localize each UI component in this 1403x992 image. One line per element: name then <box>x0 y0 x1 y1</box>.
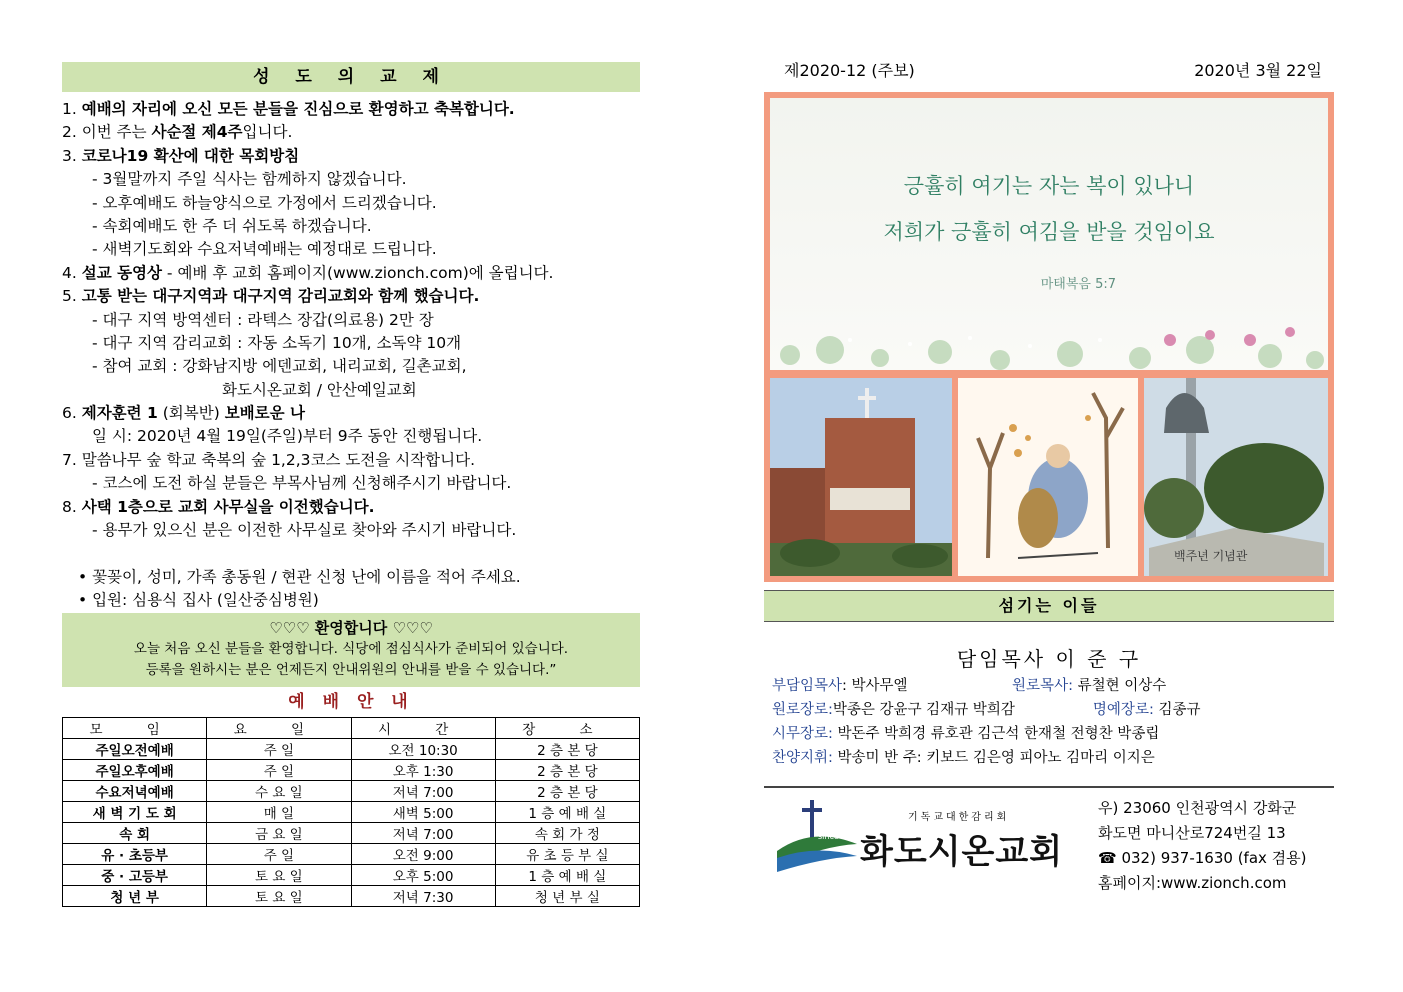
list-item <box>62 566 640 589</box>
welcome-line: 오늘 처음 오신 분들을 환영합니다. 식당에 점심식사가 준비되어 있습니다. <box>133 640 569 657</box>
list-item <box>62 192 640 215</box>
table-cell: 주 일 <box>207 843 351 864</box>
cover-image-frame <box>764 92 1334 582</box>
serve-title: 섬기는 이들 <box>764 590 1334 622</box>
table-cell: 주 일 <box>207 759 351 780</box>
list-item <box>62 309 640 332</box>
item-text: 예배의 자리에 오신 모든 분들을 진심으로 환영하고 축복합니다. <box>81 100 515 118</box>
list-item <box>62 168 640 191</box>
table-cell: 토 요 일 <box>207 864 351 885</box>
list-item <box>62 332 640 355</box>
item-text: 사택 1층으로 교회 사무실을 이전했습니다. <box>81 497 375 516</box>
item-text: 입니다. <box>242 123 293 142</box>
item-text: 7. <box>62 450 77 469</box>
table-header-cell: 요 일 <box>207 717 351 738</box>
right-page <box>764 56 1334 898</box>
table-header-row <box>63 717 640 738</box>
welcome-title: ♡♡♡ 환영합니다 ♡♡♡ <box>269 618 433 637</box>
table-cell: 주일오후예배 <box>63 759 207 780</box>
table-cell: 유 · 초등부 <box>63 843 207 864</box>
list-item <box>62 215 640 238</box>
staff-list <box>764 674 1334 770</box>
item-text: - 새벽기도회와 수요저녁예배는 예정대로 드립니다. <box>92 240 437 259</box>
item-text: • 입원: 심용식 집사 (일산중심병원) <box>78 591 319 610</box>
list-item <box>62 145 640 168</box>
list-item <box>62 496 640 519</box>
table-row <box>63 780 640 801</box>
item-text: 화도시온교회 / 안산예일교회 <box>222 380 417 399</box>
table-cell: 새 벽 기 도 회 <box>63 801 207 822</box>
table-row <box>63 822 640 843</box>
staff-row <box>772 674 1334 698</box>
list-item <box>62 98 640 121</box>
table-cell: 오후 5:00 <box>351 864 495 885</box>
item-text: 말씀나무 숲 학교 축복의 숲 1,2,3코스 도전을 시작합니다. <box>81 450 476 469</box>
senior-pastor: 담임목사 이 준 구 <box>956 647 1142 671</box>
item-text: 3. <box>62 146 77 165</box>
table-cell: 1 층 예 배 실 <box>495 801 639 822</box>
list-item <box>62 238 640 261</box>
table-cell: 저녁 7:00 <box>351 822 495 843</box>
item-text: 코로나19 확산에 대한 목회방침 <box>81 146 300 165</box>
item-text: - 코스에 도전 하실 분들은 부목사님께 신청해주시기 바랍니다. <box>92 474 512 493</box>
table-cell: 주 일 <box>207 738 351 759</box>
item-text: 5. <box>62 287 77 306</box>
table-cell: 토 요 일 <box>207 885 351 906</box>
staff-k2: 원로목사: <box>1012 678 1073 694</box>
logo-since: since 1905 <box>818 832 862 841</box>
bulletin-date: 2020년 3월 22일 <box>1194 61 1322 80</box>
table-cell: 금 요 일 <box>207 822 351 843</box>
table-row <box>63 864 640 885</box>
phone-line: ☎ 032) 937-1630 (fax 겸용) <box>1098 849 1307 867</box>
staff-k1: 찬양지휘: <box>772 750 833 766</box>
list-item <box>62 402 640 425</box>
table-header-cell: 시 간 <box>351 717 495 738</box>
item-text: - 속회예배도 한 주 더 쉬도록 하겠습니다. <box>92 216 372 235</box>
table-cell: 청 년 부 실 <box>495 885 639 906</box>
list-item <box>62 425 640 448</box>
table-cell: 오후 1:30 <box>351 759 495 780</box>
table-cell: 수 요 일 <box>207 780 351 801</box>
list-item <box>62 472 640 495</box>
table-row <box>63 843 640 864</box>
item-text: 설교 동영상 <box>81 263 162 282</box>
table-row <box>63 801 640 822</box>
worship-schedule-table <box>62 717 640 907</box>
worship-guide-title: 예 배 안 내 <box>288 691 414 712</box>
list-item <box>62 589 640 612</box>
address-line: 우) 23060 인천광역시 강화군 <box>1098 799 1297 817</box>
logo-denomination: 기독교대한감리회 <box>908 812 1010 823</box>
table-cell: 청 년 부 <box>63 885 207 906</box>
item-text: (회복반) <box>157 404 225 423</box>
staff-k1: 원로장로: <box>772 702 833 718</box>
item-text: - 3월말까지 주일 식사는 함께하지 않겠습니다. <box>92 170 407 189</box>
staff-row <box>772 722 1334 746</box>
verse-image <box>770 98 1328 370</box>
table-header-cell: 장 소 <box>495 717 639 738</box>
item-text: 이번 주는 <box>81 123 152 142</box>
list-item <box>62 449 640 472</box>
table-row <box>63 885 640 906</box>
illustration-photo <box>958 378 1138 576</box>
table-cell: 2 층 본 당 <box>495 738 639 759</box>
table-cell: 새벽 5:00 <box>351 801 495 822</box>
item-text: - 참여 교회 : 강화남지방 에덴교회, 내리교회, 길촌교회, <box>92 357 467 376</box>
address-line: 화도면 마니산로724번길 13 <box>1098 824 1286 842</box>
item-text: • 꽃꽂이, 성미, 가족 총동원 / 현관 신청 난에 이름을 적어 주세요. <box>78 567 521 586</box>
table-body <box>63 738 640 906</box>
table-cell: 오전 10:30 <box>351 738 495 759</box>
item-text: - 대구 지역 방역센터 : 라텍스 장갑(의료용) 2만 장 <box>92 310 434 329</box>
staff-v2: 김종규 <box>1153 702 1201 718</box>
logo-church-name: 화도시온교회 <box>860 832 1064 872</box>
announcement-list <box>62 98 640 613</box>
table-cell: 속 회 <box>63 822 207 843</box>
welcome-box <box>62 613 640 687</box>
item-text: 4. <box>62 263 77 282</box>
staff-k1: 시무장로: <box>772 726 833 742</box>
staff-v1: 박종은 강윤구 김재규 박희감 <box>832 702 1015 718</box>
staff-v1: 박송미 반 주: 키보드 김은영 피아노 김마리 이지은 <box>832 750 1155 766</box>
staff-v2: 류철현 이상수 <box>1072 678 1167 694</box>
table-cell: 저녁 7:30 <box>351 885 495 906</box>
item-text: - 대구 지역 감리교회 : 자동 소독기 10개, 소독약 10개 <box>92 333 462 352</box>
item-text: 고통 받는 대구지역과 대구지역 감리교회와 함께 했습니다. <box>81 287 480 306</box>
verse-line: 저희가 긍휼히 여김을 받을 것임이요 <box>883 220 1215 244</box>
bulletin-header <box>764 56 1334 86</box>
item-text: 보배로운 나 <box>224 404 305 423</box>
table-cell: 중 · 고등부 <box>63 864 207 885</box>
staff-k2: 명예장로: <box>1092 702 1154 718</box>
church-building-photo <box>770 378 952 576</box>
list-item <box>62 519 640 542</box>
item-text: 8. <box>62 497 77 516</box>
table-cell: 속 회 가 정 <box>495 822 639 843</box>
item-text: - 용무가 있으신 분은 이전한 사무실로 찾아와 주시기 바랍니다. <box>92 521 517 540</box>
fellowship-title: 성 도 의 교 제 <box>62 62 640 92</box>
table-cell: 2 층 본 당 <box>495 759 639 780</box>
table-cell: 오전 9:00 <box>351 843 495 864</box>
item-text: 사순절 제4주 <box>151 123 243 142</box>
item-text: 제자훈련 1 <box>81 404 158 423</box>
church-logo <box>772 796 1082 876</box>
flowers-illustration <box>770 310 1328 370</box>
item-text: 2. <box>62 123 77 142</box>
list-item <box>62 379 640 402</box>
table-row <box>63 738 640 759</box>
item-text: 6. <box>62 404 77 423</box>
list-item <box>62 355 640 378</box>
memorial-bell-photo <box>1144 378 1328 576</box>
staff-row <box>772 698 1334 722</box>
church-address <box>1098 796 1307 896</box>
item-text: - 예배 후 교회 홈페이지(www.zionch.com)에 올립니다. <box>162 263 554 282</box>
list-item <box>62 262 640 285</box>
table-cell: 매 일 <box>207 801 351 822</box>
church-footer <box>764 788 1334 898</box>
table-cell: 수요저녁예배 <box>63 780 207 801</box>
item-text: - 오후예배도 하늘양식으로 가정에서 드리겠습니다. <box>92 193 437 212</box>
table-header-cell: 모 임 <box>63 717 207 738</box>
table-cell: 유 초 등 부 실 <box>495 843 639 864</box>
issue-number: 제2020-12 (주보) <box>784 61 915 80</box>
item-text: 일 시: 2020년 4월 19일(주일)부터 9주 동안 진행됩니다. <box>92 427 483 446</box>
item-text: 1. <box>62 100 77 118</box>
table-cell: 주일오전예배 <box>63 738 207 759</box>
staff-v1: 박돈주 박희경 류호관 김근석 한재철 전형찬 박종립 <box>832 726 1160 742</box>
table-cell: 저녁 7:00 <box>351 780 495 801</box>
staff-row <box>772 746 1334 770</box>
list-item <box>62 542 640 565</box>
table-cell: 1 층 예 배 실 <box>495 864 639 885</box>
stone-inscription: 백주년 기념관 <box>1174 549 1248 563</box>
welcome-line: 등록을 원하시는 분은 언제든지 안내위원의 안내를 받을 수 있습니다.” <box>145 661 557 678</box>
staff-k1: 부담임목사 <box>772 678 843 694</box>
verse-line: 긍휼히 여기는 자는 복이 있나니 <box>903 174 1195 198</box>
staff-v1: : 박사무엘 <box>842 678 908 694</box>
table-row <box>63 759 640 780</box>
list-item <box>62 285 640 308</box>
verse-reference: 마태복음 5:7 <box>1040 277 1116 292</box>
homepage-link[interactable]: 홈페이지:www.zionch.com <box>1098 874 1287 892</box>
left-page <box>62 62 640 907</box>
list-item <box>62 121 640 144</box>
table-cell: 2 층 본 당 <box>495 780 639 801</box>
